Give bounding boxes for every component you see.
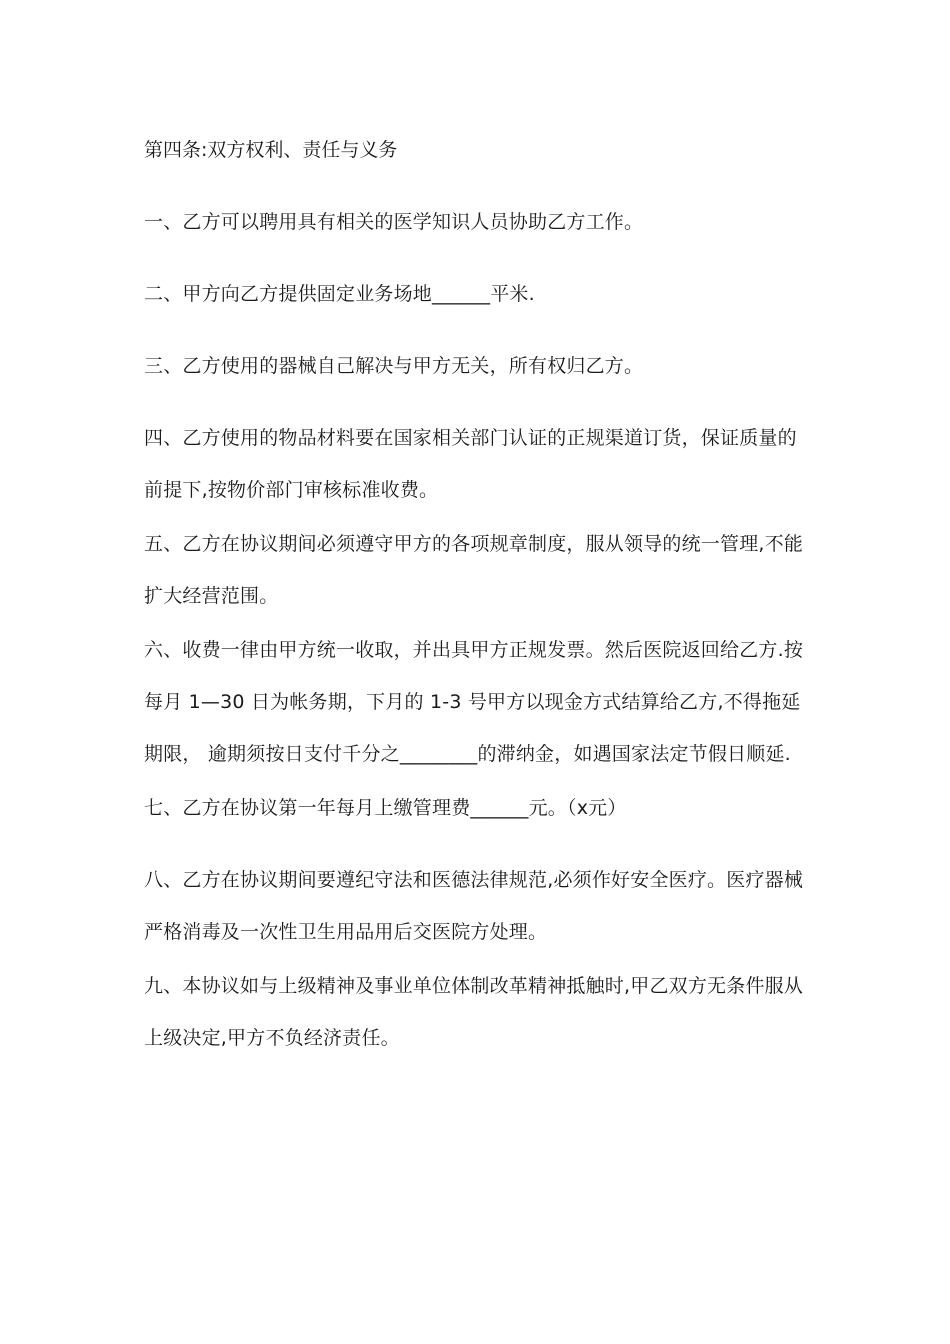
document-body — [144, 133, 810, 1075]
clause-9: 九、本协议如与上级精神及事业单位体制改革精神抵触时,甲乙双方无条件服从上级决定,甲方不负经济责任。 — [144, 975, 804, 1049]
clause-4: 四、乙方使用的物品材料要在国家相关部门认证的正规渠道订货，保证质量的前提下,按物价部门审核标准收费。 — [144, 427, 797, 501]
clause-3: 三、乙方使用的器械自己解决与甲方无关，所有权归乙方。 — [144, 355, 644, 377]
article-heading: 第四条:双方权利、责任与义务 — [144, 139, 398, 161]
clause-7: 七、乙方在协议第一年每月上缴管理费______元。（x元） — [144, 797, 627, 819]
clause-8: 八、乙方在协议期间要遵纪守法和医德法律规范,必须作好安全医疗。医疗器械严格消毒及一次性卫生用品用后交医院方处理。 — [144, 869, 804, 943]
clause-2: 二、甲方向乙方提供固定业务场地______平米. — [144, 283, 535, 305]
clause-1: 一、乙方可以聘用具有相关的医学知识人员协助乙方工作。 — [144, 211, 644, 233]
clause-5: 五、乙方在协议期间必须遵守甲方的各项规章制度，服从领导的统一管理,不能扩大经营范围。 — [144, 533, 804, 607]
clause-6: 六、收费一律由甲方统一收取，并出具甲方正规发票。然后医院返回给乙方.按每月 1—30 日为帐务期，下月的 1-3 号甲方以现金方式结算给乙方,不得拖延期限， 逾期须按日支付千分之________的滞纳金，如遇国家法定节假日顺延. — [144, 639, 804, 765]
